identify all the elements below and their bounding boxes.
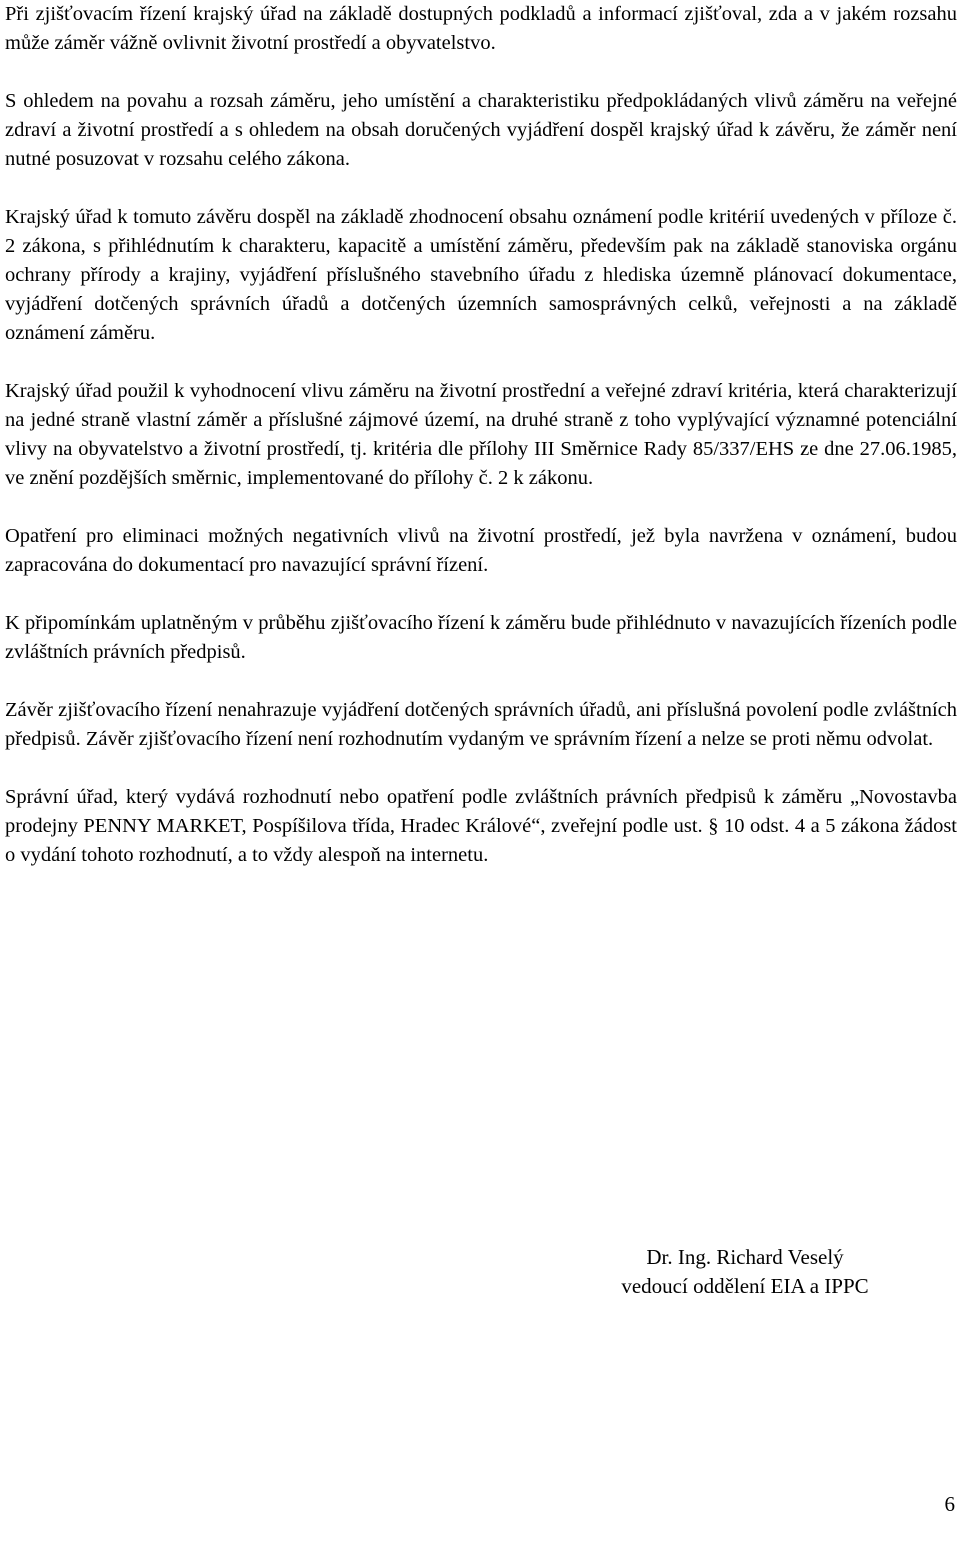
paragraph-1: Při zjišťovacím řízení krajský úřad na základě dostupných podkladů a informací zjišťoval, zda a v jakém rozsahu může záměr vážně ovlivnit životní prostředí a obyvatelstvo.	[5, 3, 957, 54]
page-number: 6	[944, 1492, 955, 1516]
paragraph-2: S ohledem na povahu a rozsah záměru, jeho umístění a charakteristiku předpokládaných vlivů záměru na veřejné zdraví a životní prostředí a s ohledem na obsah doručených vyjádření dospěl krajský úřad k závěru, že záměr není nutné posuzovat v rozsahu celého zákona.	[5, 90, 957, 170]
signatory-title: vedoucí oddělení EIA a IPPC	[621, 1274, 869, 1298]
paragraph-3: Krajský úřad k tomuto závěru dospěl na základě zhodnocení obsahu oznámení podle kritérií uvedených v příloze č. 2 zákona, s přihlédnutím k charakteru, kapacitě a umístění záměru, především pak na základě stanoviska orgánu ochrany přírody a krajiny, vyjádření příslušného stavebního úřadu z hlediska územně plánovací dokumentace, vyjádření dotčených správních úřadů a dotčených územních samosprávných celků, veřejnosti a na základě oznámení záměru.	[5, 206, 957, 344]
document-body	[5, 0, 957, 899]
paragraph-4: Krajský úřad použil k vyhodnocení vlivu záměru na životní prostřední a veřejné zdraví kritéria, která charakterizují na jedné straně vlastní záměr a příslušné zájmové území, na druhé straně z toho vyplývající významné potenciální vlivy na obyvatelstvo a životní prostředí, tj. kritéria dle přílohy III Směrnice Rady 85/337/EHS ze dne 27.06.1985, ve znění pozdějších směrnic, implementované do přílohy č. 2 k zákonu.	[5, 380, 957, 489]
paragraph-8: Správní úřad, který vydává rozhodnutí nebo opatření podle zvláštních právních předpisů k záměru „Novostavba prodejny PENNY MARKET, Pospíšilova třída, Hradec Králové“, zveřejní podle ust. § 10 odst. 4 a 5 zákona žádost o vydání tohoto rozhodnutí, a to vždy alespoň na internetu.	[5, 786, 957, 866]
signatory-name: Dr. Ing. Richard Veselý	[646, 1245, 844, 1269]
paragraph-7: Závěr zjišťovacího řízení nenahrazuje vyjádření dotčených správních úřadů, ani příslušná povolení podle zvláštních předpisů. Závěr zjišťovacího řízení není rozhodnutím vydaným ve správním řízení a nelze se proti němu odvolat.	[5, 699, 957, 750]
paragraph-6: K připomínkám uplatněným v průběhu zjišťovacího řízení k záměru bude přihlédnuto v navazujících řízeních podle zvláštních právních předpisů.	[5, 612, 957, 663]
signature-block	[580, 1243, 910, 1301]
paragraph-5: Opatření pro eliminaci možných negativních vlivů na životní prostředí, jež byla navržena v oznámení, budou zapracována do dokumentací pro navazující správní řízení.	[5, 525, 957, 576]
